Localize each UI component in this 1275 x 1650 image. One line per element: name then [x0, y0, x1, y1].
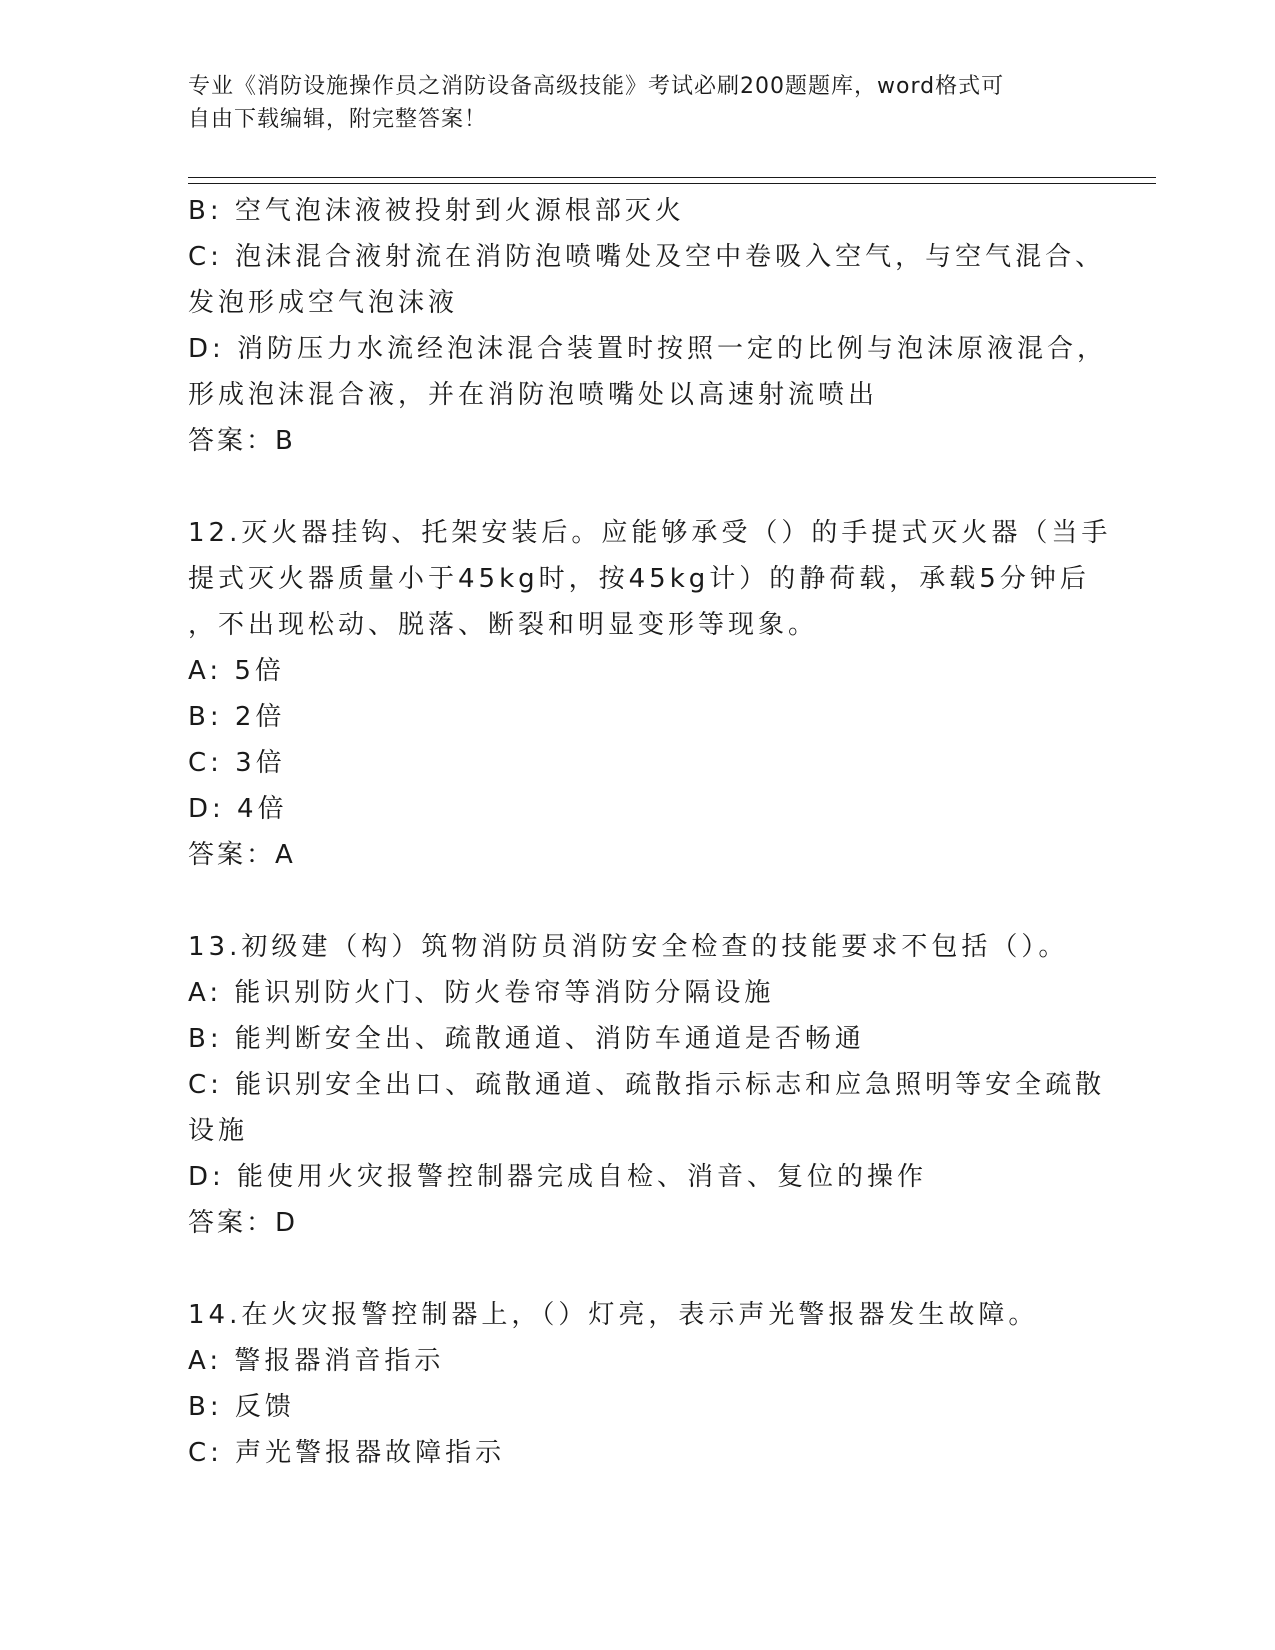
- option-b: B: 空气泡沫液被投射到火源根部灭火: [188, 196, 685, 226]
- spacer: [188, 1246, 1088, 1292]
- option-b: B: 反馈: [188, 1392, 295, 1422]
- option-a: A: 能识别防火门、防火卷帘等消防分隔设施: [188, 978, 775, 1008]
- option-c: C: 能识别安全出口、疏散通道、疏散指示标志和应急照明等安全疏散: [188, 1070, 1106, 1100]
- option-b: B: 2倍: [188, 702, 286, 732]
- question-stem: 12.灭火器挂钩、托架安装后。应能够承受（）的手提式灭火器（当手: [188, 518, 1112, 548]
- question-stem: 13.初级建（构）筑物消防员消防安全检查的技能要求不包括（）。: [188, 932, 1069, 962]
- option-b: B: 能判断安全出、疏散通道、消防车通道是否畅通: [188, 1024, 865, 1054]
- spacer: [188, 878, 1088, 924]
- option-d-continued: 形成泡沫混合液，并在消防泡喷嘴处以高速射流喷出: [188, 380, 879, 410]
- header-line-2: 自由下载编辑，附完整答案！: [188, 107, 488, 132]
- option-c: C: 3倍: [188, 748, 286, 778]
- option-d: D: 消防压力水流经泡沫混合装置时按照一定的比例与泡沫原液混合，: [188, 334, 1108, 364]
- document-header: [188, 70, 1088, 136]
- answer: 答案：B: [188, 426, 296, 456]
- answer: 答案：D: [188, 1208, 299, 1238]
- question-stem-continued: 提式灭火器质量小于45kg时，按45kg计）的静荷载，承载5分钟后: [188, 564, 1090, 594]
- question-stem: 14.在火灾报警控制器上，（）灯亮，表示声光警报器发生故障。: [188, 1300, 1039, 1330]
- option-c-continued: 设施: [188, 1116, 249, 1146]
- question-stem-continued: ，不出现松动、脱落、断裂和明显变形等现象。: [188, 610, 819, 640]
- header-divider-bottom: [188, 183, 1156, 184]
- question-12: [188, 510, 1112, 878]
- spacer: [188, 464, 1088, 510]
- question-11-continued: [188, 188, 1108, 464]
- question-13: [188, 924, 1106, 1246]
- answer: 答案：A: [188, 840, 296, 870]
- header-divider-top: [188, 177, 1156, 178]
- option-c: C: 泡沫混合液射流在消防泡喷嘴处及空中卷吸入空气，与空气混合、: [188, 242, 1106, 272]
- option-c-continued: 发泡形成空气泡沫液: [188, 288, 459, 318]
- option-d: D: 4倍: [188, 794, 288, 824]
- option-a: A: 警报器消音指示: [188, 1346, 445, 1376]
- document-body: [188, 188, 1112, 1476]
- option-d: D: 能使用火灾报警控制器完成自检、消音、复位的操作: [188, 1162, 928, 1192]
- question-14: [188, 1292, 1088, 1476]
- option-a: A: 5倍: [188, 656, 285, 686]
- header-line-1: 专业《消防设施操作员之消防设备高级技能》考试必刷200题题库，word格式可: [188, 74, 1005, 99]
- option-c: C: 声光警报器故障指示: [188, 1438, 506, 1468]
